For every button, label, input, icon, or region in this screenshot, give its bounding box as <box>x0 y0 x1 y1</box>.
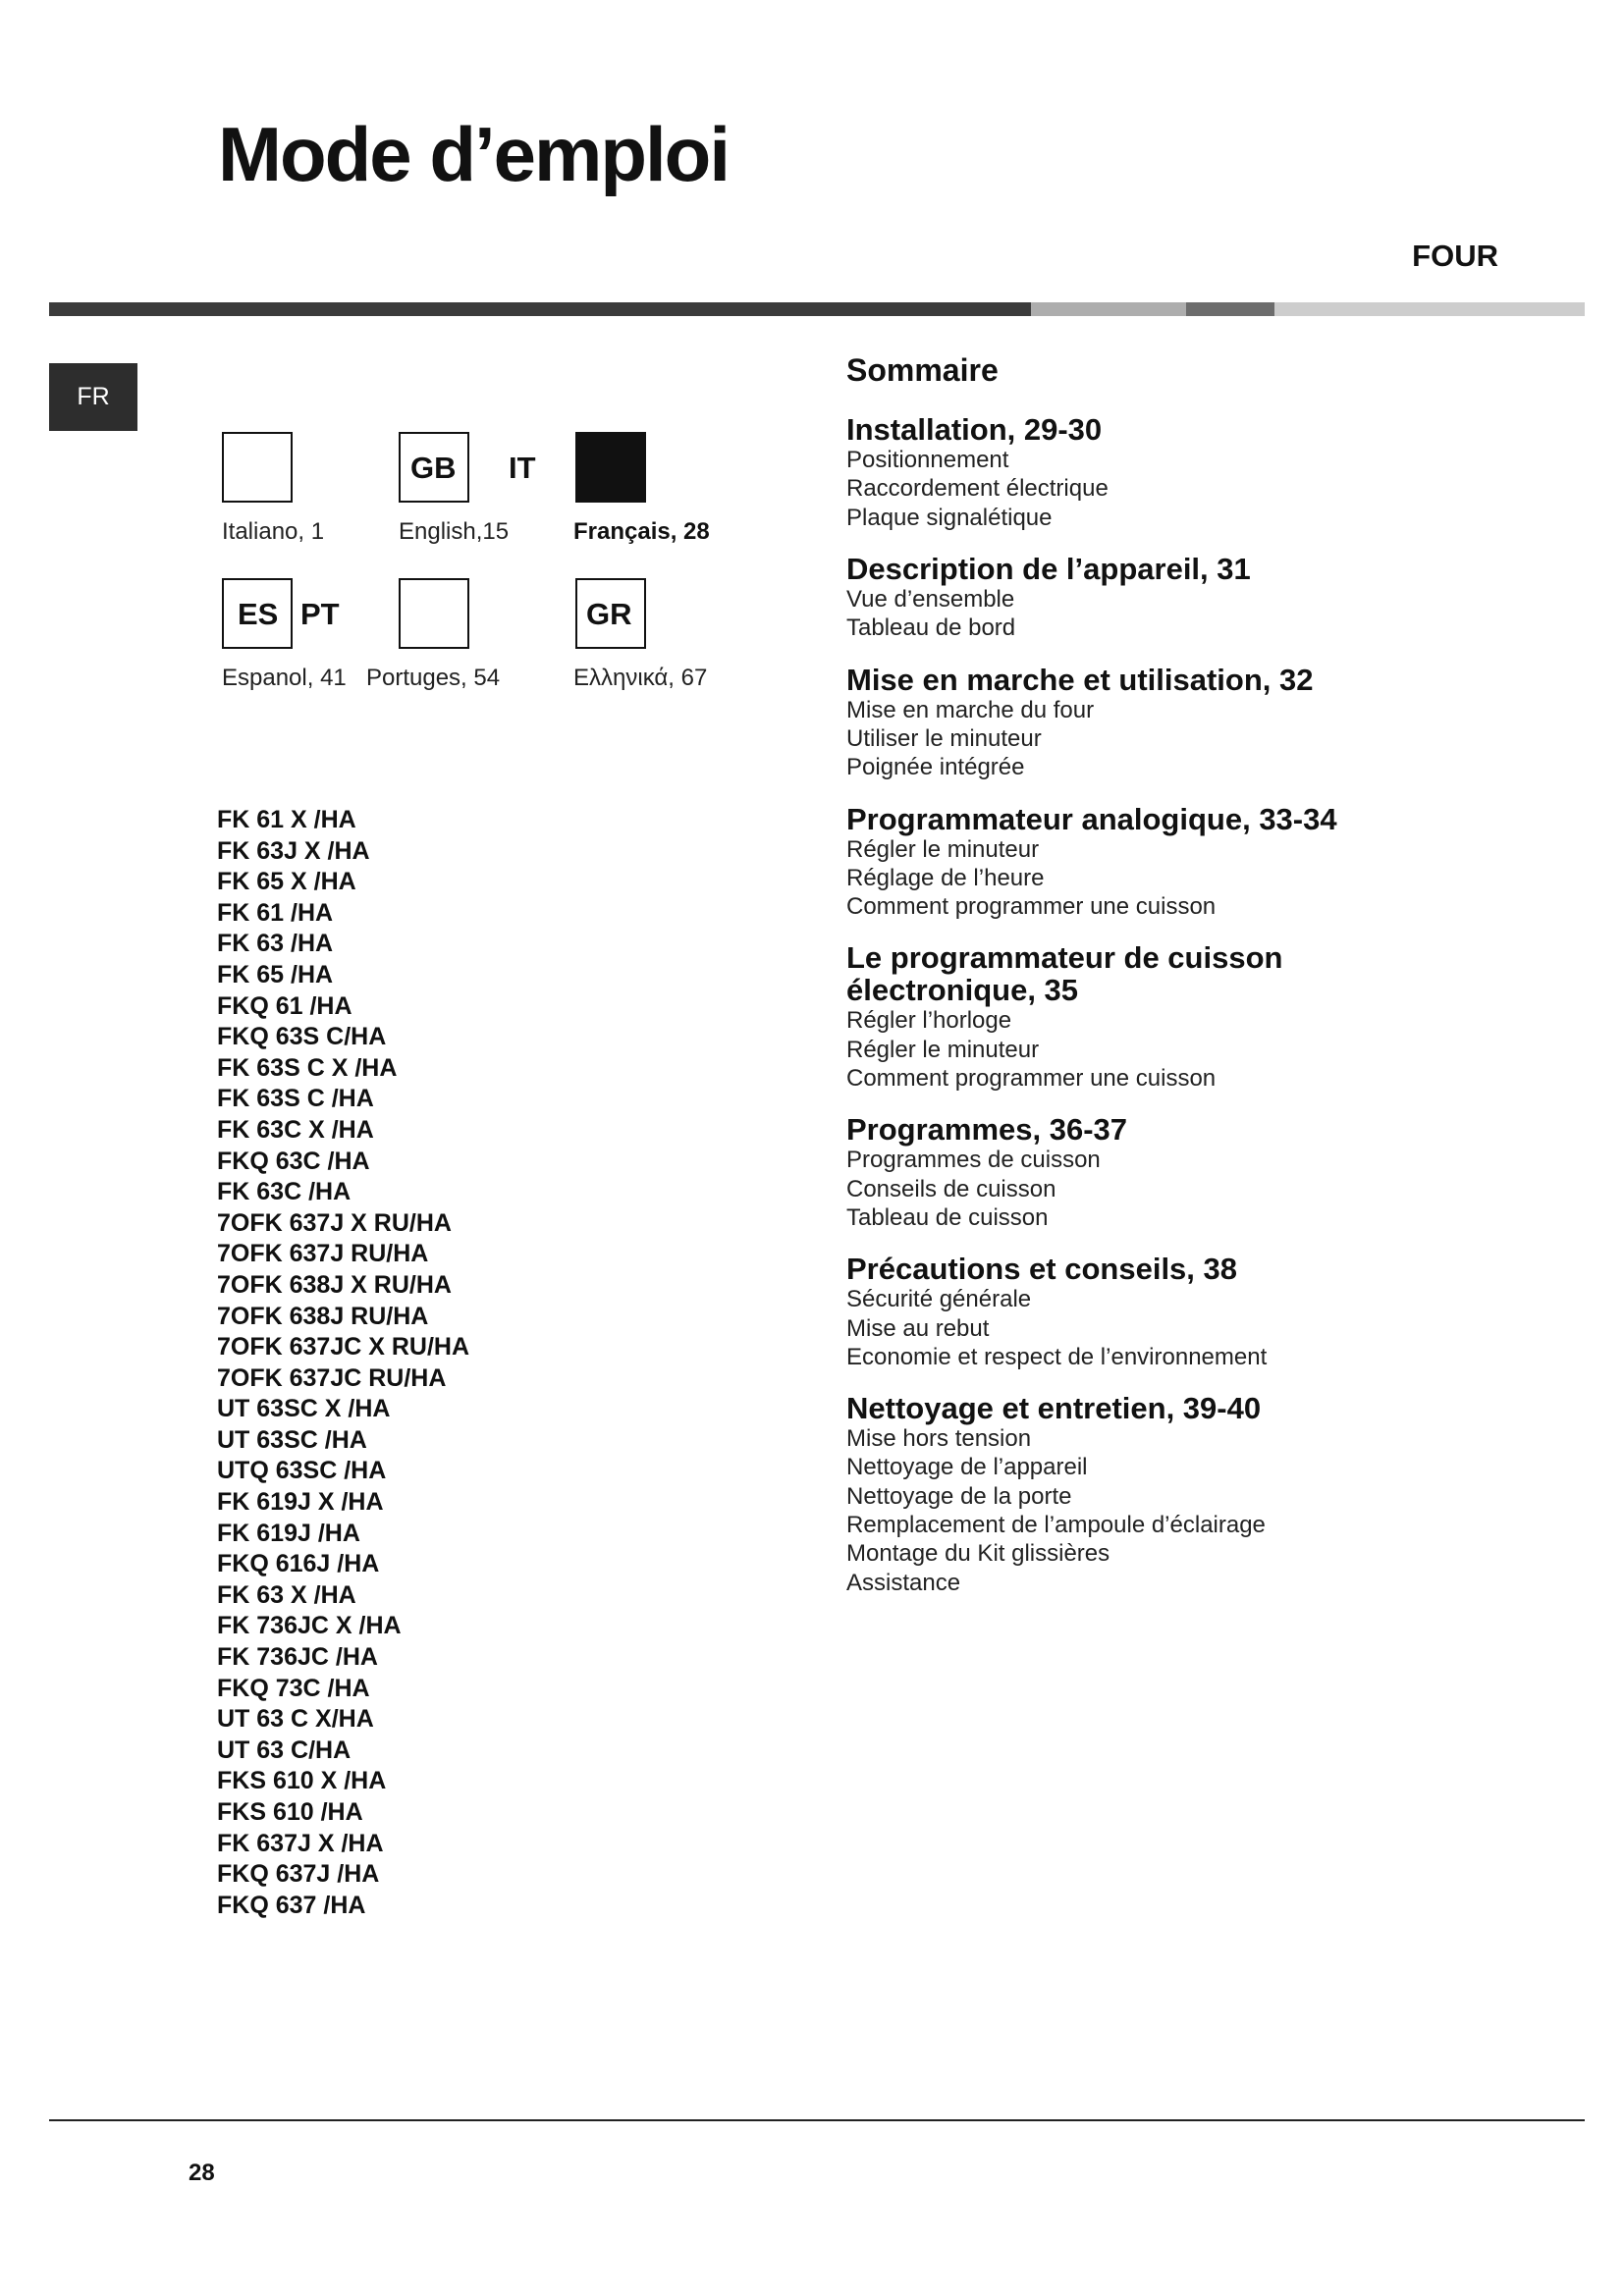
model-item: FK 63 X /HA <box>217 1580 356 1609</box>
header-bar-segment <box>1274 302 1585 316</box>
toc-section-title: Installation, 29-30 <box>846 412 1103 448</box>
model-item: FK 637J X /HA <box>217 1829 384 1857</box>
model-item: FKQ 637 /HA <box>217 1891 366 1919</box>
toc-item: Raccordement électrique <box>846 475 1109 503</box>
header-bar-segment <box>1186 302 1274 316</box>
model-item: UT 63SC /HA <box>217 1425 367 1454</box>
model-item: FK 619J /HA <box>217 1519 360 1547</box>
toc-item: Montage du Kit glissières <box>846 1540 1110 1568</box>
toc-item: Sécurité générale <box>846 1286 1032 1313</box>
language-box-portuges <box>399 578 469 649</box>
toc-section-precautions <box>846 1253 1553 1371</box>
model-item: FK 65 /HA <box>217 960 334 988</box>
model-item: UT 63 C/HA <box>217 1735 352 1764</box>
toc-item: Positionnement <box>846 447 1009 474</box>
toc-item: Vue d’ensemble <box>846 586 1015 614</box>
toc-section-title: Précautions et conseils, 38 <box>846 1252 1238 1287</box>
language-code-es: ES <box>238 597 279 631</box>
language-label-english: English,15 <box>399 518 510 545</box>
model-item: UTQ 63SC /HA <box>217 1457 387 1485</box>
model-item: FKQ 73C /HA <box>217 1674 370 1702</box>
toc-item: Economie et respect de l’environnement <box>846 1343 1268 1370</box>
toc-item: Assistance <box>846 1569 961 1596</box>
toc-item: Réglage de l’heure <box>846 864 1045 891</box>
language-label-espanol: Espanol, 41 <box>222 665 347 691</box>
toc-item: Nettoyage de la porte <box>846 1482 1072 1510</box>
toc-item: Programmes de cuisson <box>846 1147 1101 1174</box>
toc-item: Régler l’horloge <box>846 1007 1012 1035</box>
toc-item: Plaque signalétique <box>846 504 1053 531</box>
toc-item: Tableau de bord <box>846 614 1016 642</box>
toc-item: Régler le minuteur <box>846 835 1040 863</box>
model-item: FK 63S C X /HA <box>217 1053 398 1082</box>
toc-heading: Sommaire <box>846 352 999 388</box>
toc-item: Mise hors tension <box>846 1425 1032 1453</box>
model-item: 7OFK 638J X RU/HA <box>217 1270 452 1299</box>
toc-item: Comment programmer une cuisson <box>846 893 1217 921</box>
model-item: FK 63 /HA <box>217 930 334 958</box>
model-item: FKS 610 /HA <box>217 1798 363 1826</box>
model-list <box>217 805 728 1921</box>
language-code-gb: GB <box>410 451 457 485</box>
model-item: FK 63C /HA <box>217 1178 352 1206</box>
toc-section-nettoyage <box>846 1392 1553 1597</box>
toc-item: Mise en marche du four <box>846 696 1095 723</box>
toc-section-title: Mise en marche et utilisation, 32 <box>846 662 1314 697</box>
toc-item: Régler le minuteur <box>846 1036 1040 1063</box>
model-item: UT 63SC X /HA <box>217 1395 391 1423</box>
page-number: 28 <box>189 2160 215 2186</box>
model-item: FKQ 61 /HA <box>217 991 352 1020</box>
toc-section-programmes <box>846 1113 1553 1232</box>
model-item: FK 63J X /HA <box>217 836 370 865</box>
model-item: FKS 610 X /HA <box>217 1767 387 1795</box>
model-item: UT 63 C X/HA <box>217 1705 374 1734</box>
model-item: FK 619J X /HA <box>217 1488 384 1517</box>
toc-item: Poignée intégrée <box>846 754 1025 781</box>
header-bar-dark <box>49 302 1031 316</box>
model-item: FKQ 63C /HA <box>217 1147 370 1175</box>
model-item: 7OFK 637J RU/HA <box>217 1240 429 1268</box>
toc-item: Comment programmer une cuisson <box>846 1065 1217 1093</box>
language-code-gr: GR <box>586 597 632 631</box>
model-item: 7OFK 637JC RU/HA <box>217 1363 447 1392</box>
language-tab: FR <box>49 363 137 431</box>
toc-section-title: Description de l’appareil, 31 <box>846 552 1251 587</box>
language-label-portuges: Portuges, 54 <box>366 665 501 691</box>
language-label-italiano: Italiano, 1 <box>222 518 325 545</box>
toc-item: Conseils de cuisson <box>846 1175 1056 1202</box>
toc-item: Utiliser le minuteur <box>846 724 1042 752</box>
model-item: 7OFK 637JC X RU/HA <box>217 1333 470 1362</box>
model-item: 7OFK 638J RU/HA <box>217 1302 429 1330</box>
toc-item: Tableau de cuisson <box>846 1203 1049 1231</box>
language-box-francais-selected <box>575 432 646 503</box>
toc-section-title: Programmes, 36-37 <box>846 1112 1128 1148</box>
toc-section-title: Programmateur analogique, 33-34 <box>846 801 1337 836</box>
model-item: FK 61 /HA <box>217 898 334 927</box>
model-item: FK 736JC /HA <box>217 1643 378 1672</box>
toc-section-title: Nettoyage et entretien, 39-40 <box>846 1391 1262 1426</box>
language-code-pt: PT <box>300 597 340 631</box>
toc-section-programmateur-electronique <box>846 941 1553 1093</box>
toc-section-mise-en-marche <box>846 664 1553 782</box>
product-category: FOUR <box>1412 239 1498 273</box>
toc-item: Mise au rebut <box>846 1314 990 1342</box>
model-item: FK 63S C /HA <box>217 1085 374 1113</box>
table-of-contents <box>846 353 1553 1618</box>
toc-item: Remplacement de l’ampoule d’éclairage <box>846 1512 1266 1539</box>
footer-divider <box>49 2119 1585 2121</box>
toc-section-title: Le programmateur de cuisson électronique, 35 <box>846 940 1283 1008</box>
model-item: 7OFK 637J X RU/HA <box>217 1208 452 1237</box>
toc-section-installation <box>846 413 1553 532</box>
model-item: FK 65 X /HA <box>217 868 356 896</box>
header-bar-segment <box>1031 302 1186 316</box>
model-item: FKQ 63S C/HA <box>217 1023 387 1051</box>
model-item: FK 63C X /HA <box>217 1115 374 1144</box>
toc-section-programmateur-analogique <box>846 803 1553 922</box>
language-code-it: IT <box>509 451 536 485</box>
model-item: FKQ 637J /HA <box>217 1860 380 1889</box>
toc-item: Nettoyage de l’appareil <box>846 1454 1088 1481</box>
page-title: Mode d’emploi <box>218 111 729 197</box>
toc-section-description <box>846 553 1553 643</box>
model-item: FKQ 616J /HA <box>217 1550 380 1578</box>
language-label-greek: Ελληνικά, 67 <box>573 665 708 691</box>
model-item: FK 736JC X /HA <box>217 1612 402 1640</box>
model-item: FK 61 X /HA <box>217 806 356 833</box>
language-label-francais: Français, 28 <box>573 518 710 545</box>
language-box-italiano <box>222 432 293 503</box>
